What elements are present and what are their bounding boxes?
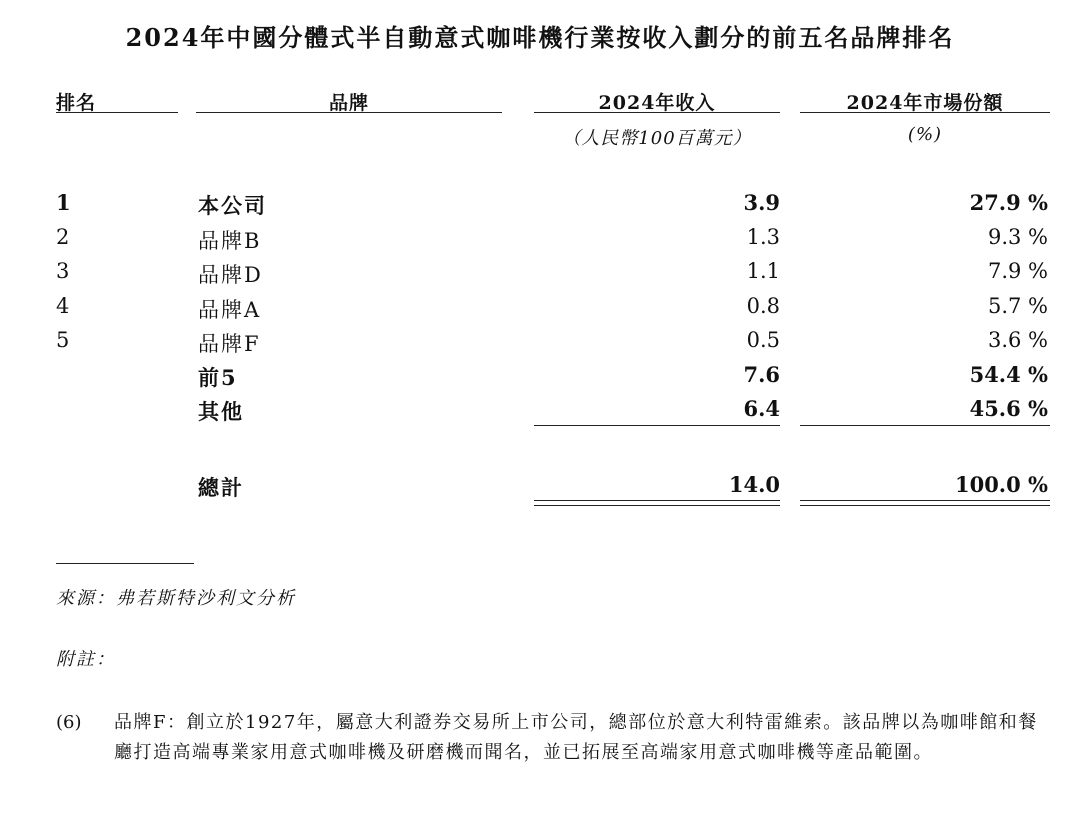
table-row	[0, 190, 1080, 224]
total-double-rule-share	[800, 500, 1050, 506]
table-row	[0, 225, 1080, 259]
note-text: 品牌F：創立於1927年，屬意大利證券交易所上市公司，總部位於意大利特雷維索。該品牌以為咖啡館和餐廳打造高端專業家用意式咖啡機及研磨機而聞名，並已拓展至高端家用意式咖啡機等產品範圍。	[114, 712, 1038, 763]
header-rule-brand	[196, 112, 502, 113]
footnote-separator	[56, 563, 194, 564]
unit-share: (%)	[907, 124, 943, 145]
share-cell: 5.7 %	[987, 294, 1048, 318]
unit-revenue: （人民幣100百萬元）	[562, 128, 752, 149]
revenue-cell: 1.1	[746, 259, 780, 283]
brand-cell: 本公司	[198, 193, 267, 218]
brand-cell: 品牌F	[198, 332, 261, 356]
header-rule-share	[800, 112, 1050, 113]
table-row	[0, 259, 1080, 293]
others-share: 45.6 %	[969, 396, 1048, 421]
document-title: 2024年中國分體式半自動意式咖啡機行業按收入劃分的前五名品牌排名	[125, 23, 955, 52]
source-line: 來源：弗若斯特沙利文分析	[56, 588, 296, 609]
top5-share: 54.4 %	[969, 362, 1048, 387]
top5-revenue: 7.6	[743, 362, 780, 387]
top5-label: 前5	[198, 365, 238, 390]
subtotal-rule-share	[800, 425, 1050, 426]
rank-cell: 5	[56, 328, 70, 352]
notes-label: 附註：	[56, 649, 116, 670]
brand-cell: 品牌D	[198, 263, 263, 287]
share-cell: 7.9 %	[987, 259, 1048, 283]
header-share: 2024年市場份額	[846, 92, 1004, 114]
total-label: 總計	[198, 475, 244, 500]
header-rule-revenue	[534, 112, 780, 113]
header-revenue: 2024年收入	[598, 92, 716, 114]
total-share: 100.0 %	[954, 472, 1048, 497]
total-revenue: 14.0	[728, 472, 780, 497]
header-rule-rank	[56, 112, 178, 113]
header-brand: 品牌	[328, 92, 369, 114]
revenue-cell: 3.9	[743, 190, 780, 215]
share-cell: 27.9 %	[969, 190, 1048, 215]
rank-cell: 3	[56, 259, 70, 283]
brand-cell: 品牌A	[198, 298, 262, 322]
rank-cell: 4	[56, 294, 70, 318]
others-revenue: 6.4	[743, 396, 780, 421]
total-double-rule-revenue	[534, 500, 780, 506]
share-cell: 3.6 %	[987, 328, 1048, 352]
subtotal-rule-revenue	[534, 425, 780, 426]
rank-cell: 1	[56, 190, 71, 215]
rank-cell: 2	[56, 225, 70, 249]
revenue-cell: 0.8	[746, 294, 780, 318]
brand-cell: 品牌B	[198, 229, 262, 253]
share-cell: 9.3 %	[987, 225, 1048, 249]
table-row	[0, 328, 1080, 362]
revenue-cell: 1.3	[746, 225, 780, 249]
revenue-cell: 0.5	[746, 328, 780, 352]
table-row	[0, 294, 1080, 328]
note-number: (6)	[56, 712, 82, 733]
top5-row	[0, 362, 1080, 396]
header-rank: 排名	[56, 92, 97, 114]
others-label: 其他	[198, 399, 244, 424]
